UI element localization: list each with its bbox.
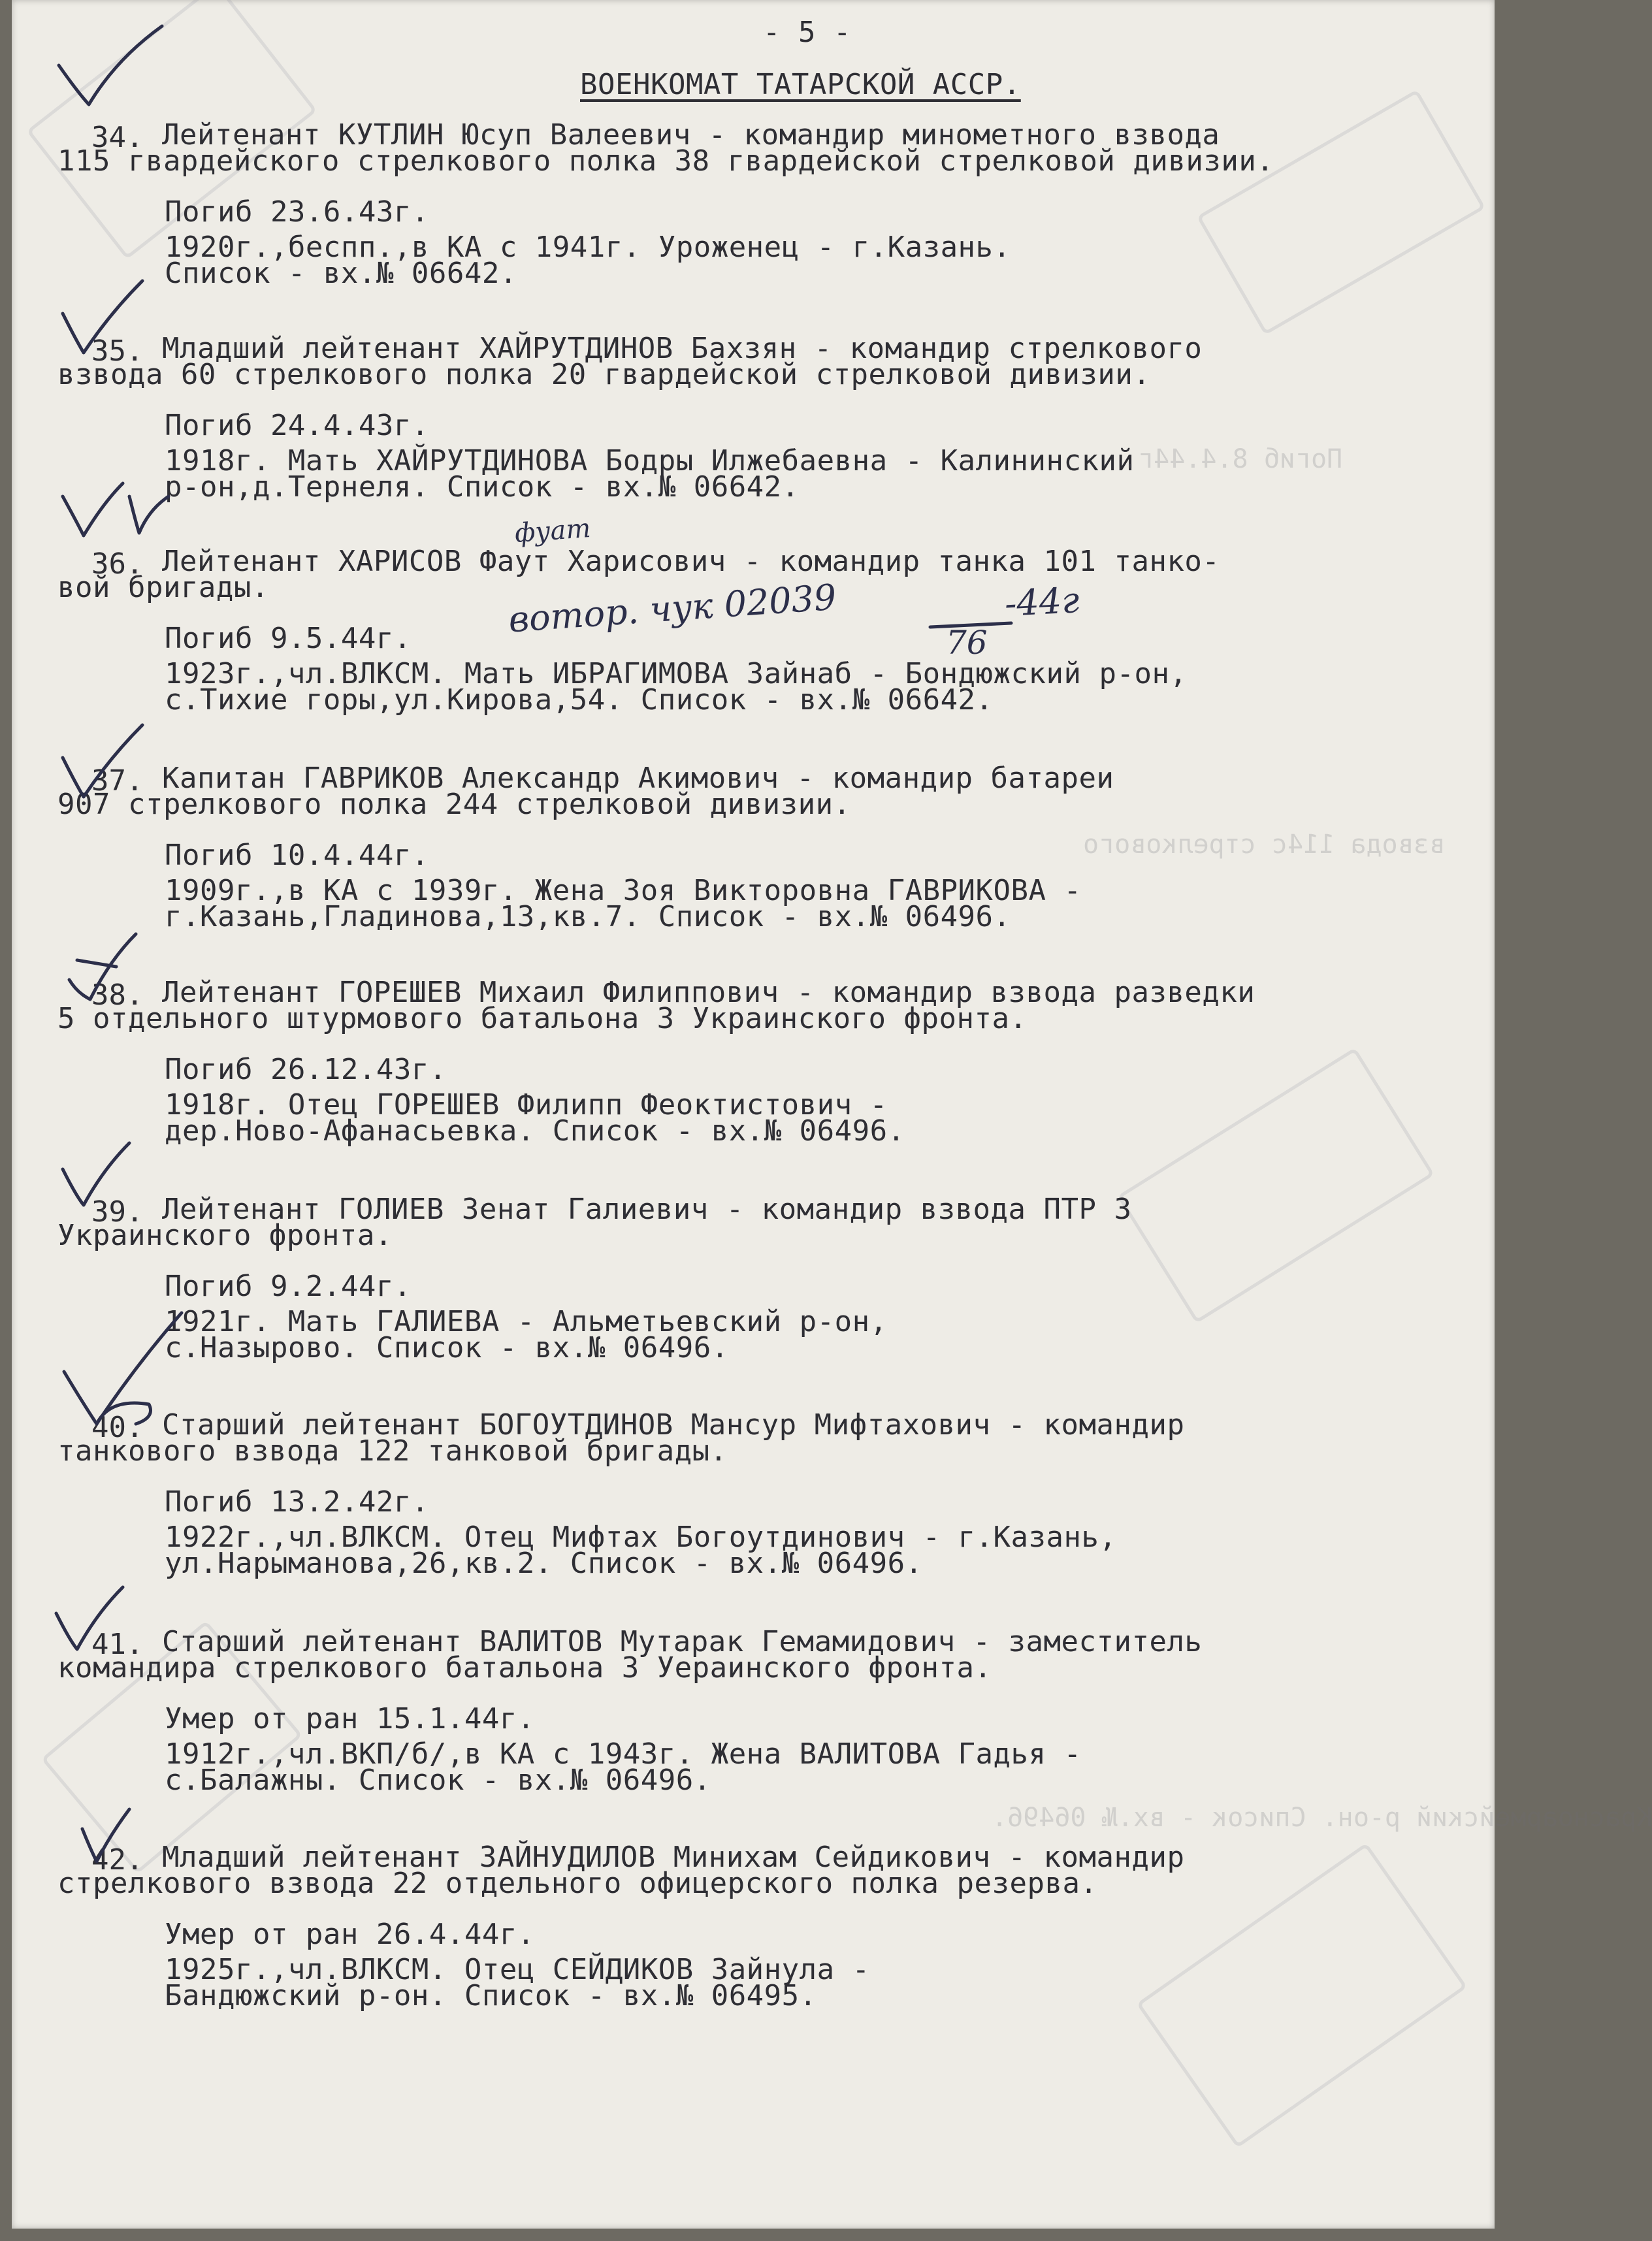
entry-number: 38.	[91, 978, 144, 1012]
entry-number: 40.	[91, 1411, 144, 1444]
entry-line: Лейтенант ГОЛИЕВ Зенат Галиевич - командир взвода ПТР 3	[162, 1193, 1132, 1226]
bleed-through-text: взвода 114с стрелкового	[1083, 830, 1445, 860]
entry-line: взвода 60 стрелкового полка 20 гвардейской стрелковой дивизии.	[57, 358, 1151, 391]
entry-line: Погиб 13.2.42г.	[165, 1485, 429, 1519]
check-mark-icon	[57, 274, 149, 366]
entry-line: Капитан ГАВРИКОВ Александр Акимович - командир батареи	[162, 762, 1114, 795]
entry-line: 1921г. Мать ГАЛИЕВА - Альметьевский р-он,	[165, 1305, 888, 1338]
entry-number: 41.	[91, 1628, 144, 1661]
entry-line: Погиб 10.4.44г.	[165, 839, 429, 872]
entry-line: 1925г.,чл.ВЛКСМ. Отец СЕЙДИКОВ Зайнула -	[165, 1953, 870, 1986]
handwritten-annotation-tail: -44г	[1003, 579, 1080, 624]
entry-line: 1918г. Отец ГОРЕШЕВ Филипп Феоктистович -	[165, 1088, 888, 1121]
entry-line: Погиб 26.12.43г.	[165, 1053, 447, 1086]
entry-line: Погиб 24.4.43г.	[165, 409, 429, 442]
entry-line: Бандюжский р-он. Список - вх.№ 06495.	[165, 1979, 817, 2012]
check-mark-icon	[57, 1137, 136, 1215]
entry-line: стрелкового взвода 22 отдельного офицерского полка резерва.	[57, 1867, 1098, 1900]
entry-line: Лейтенант ГОРЕШЕВ Михаил Филиппович - командир взвода разведки	[162, 976, 1255, 1009]
entry-line: Старший лейтенант БОГОУТДИНОВ Мансур Мифтахович - командир	[162, 1408, 1185, 1442]
fraction-bar-mark	[926, 614, 1018, 640]
entry-number: 34.	[91, 121, 144, 154]
entry-line: 1918г. Мать ХАЙРУТДИНОВА Бодры Илжебаевна - Калининский	[165, 444, 1135, 477]
page-header: ВОЕНКОМАТ ТАТАРСКОЙ АССР.	[580, 68, 1021, 101]
entry-line: вой бригады.	[57, 571, 269, 604]
check-mark-icon	[57, 1306, 188, 1437]
entry-line: 1920г.,беспп.,в КА с 1941г. Уроженец - г.Казань.	[165, 231, 1011, 264]
entry-line: Лейтенант КУТЛИН Юсуп Валеевич - командир минометного взвода	[162, 118, 1220, 152]
bleed-through-text: Красноармейский р-он. Список - вх.№ 06496.	[992, 1803, 1652, 1833]
entry-line: дер.Ново-Афанасьевка. Список - вх.№ 06496.	[165, 1114, 905, 1148]
check-mark-icon	[57, 718, 149, 810]
bleed-through-text: Погиб 8.4.44г.	[1122, 444, 1343, 474]
handwritten-annotation: вотор. чук 02039	[507, 576, 838, 641]
check-mark-icon	[57, 470, 175, 542]
entry-line: с.Тихие горы,ул.Кирова,54. Список - вх.№ 06642.	[165, 683, 994, 717]
entry-number: 42.	[91, 1843, 144, 1877]
document-page	[12, 0, 1652, 2229]
page-number: - 5 -	[763, 16, 851, 49]
entry-line: с.Назырово. Список - вх.№ 06496.	[165, 1331, 729, 1364]
watermark-stamp	[1197, 89, 1486, 336]
check-mark-icon	[51, 1581, 129, 1659]
entry-line: Лейтенант ХАРИСОВ Фаут Харисович - командир танка 101 танко-	[162, 545, 1220, 578]
entry-line: Погиб 9.2.44г.	[165, 1270, 412, 1303]
entry-line: Погиб 23.6.43г.	[165, 195, 429, 229]
handwritten-annotation-sub: 76	[946, 624, 988, 662]
entry-line: 1923г.,чл.ВЛКСМ. Мать ИБРАГИМОВА Зайнаб - Бондюжский р-он,	[165, 657, 1188, 690]
entry-line: р-он,д.Тернеля. Список - вх.№ 06642.	[165, 470, 800, 504]
handwritten-name-note: фуат	[513, 513, 592, 549]
entry-line: ул.Нарыманова,26,кв.2. Список - вх.№ 06496.	[165, 1547, 923, 1580]
entry-number: 37.	[91, 764, 144, 798]
entry-line: Младший лейтенант ЗАЙНУДИЛОВ Минихам Сейдикович - командир	[162, 1841, 1185, 1874]
entry-line: 1912г.,чл.ВКП/б/,в КА с 1943г. Жена ВАЛИТОВА Гадья -	[165, 1737, 1082, 1771]
entry-line: Список - вх.№ 06642.	[165, 257, 517, 290]
check-mark-icon	[51, 20, 169, 111]
entry-line: 5 отдельного штурмового батальона 3 Украинского фронта.	[57, 1002, 1028, 1035]
entry-line: 115 гвардейского стрелкового полка 38 гвардейской стрелковой дивизии.	[57, 144, 1274, 178]
entry-line: 1909г.,в КА с 1939г. Жена Зоя Викторовна ГАВРИКОВА -	[165, 874, 1082, 907]
entry-number: 36.	[91, 547, 144, 581]
entry-line: Старший лейтенант ВАЛИТОВ Мутарак Гемамидович - заместитель	[162, 1625, 1203, 1658]
entry-line: Украинского фронта.	[57, 1219, 393, 1252]
entry-line: 1922г.,чл.ВЛКСМ. Отец Мифтах Богоутдинович - г.Казань,	[165, 1521, 1117, 1554]
entry-line: г.Казань,Гладинова,13,кв.7. Список - вх.№ 06496.	[165, 900, 1011, 933]
entry-line: Младший лейтенант ХАЙРУТДИНОВ Бахзян - командир стрелкового	[162, 332, 1203, 365]
entry-line: танкового взвода 122 танковой бригады.	[57, 1434, 728, 1468]
entry-line: с.Балажны. Список - вх.№ 06496.	[165, 1764, 711, 1797]
entry-line: Погиб 9.5.44г.	[165, 622, 412, 655]
entry-number: 39.	[91, 1195, 144, 1229]
entry-line: 907 стрелкового полка 244 стрелковой дивизии.	[57, 788, 851, 821]
watermark-stamp	[1117, 1048, 1435, 1324]
entry-line: Умер от ран 26.4.44г.	[165, 1918, 535, 1951]
check-mark-icon	[64, 927, 142, 1006]
check-mark-icon	[77, 1803, 142, 1875]
entry-line: Умер от ран 15.1.44г.	[165, 1702, 535, 1735]
entry-line: командира стрелкового батальона 3 Уераинского фронта.	[57, 1651, 992, 1685]
entry-number: 35.	[91, 334, 144, 368]
watermark-stamp	[1136, 1843, 1467, 2148]
